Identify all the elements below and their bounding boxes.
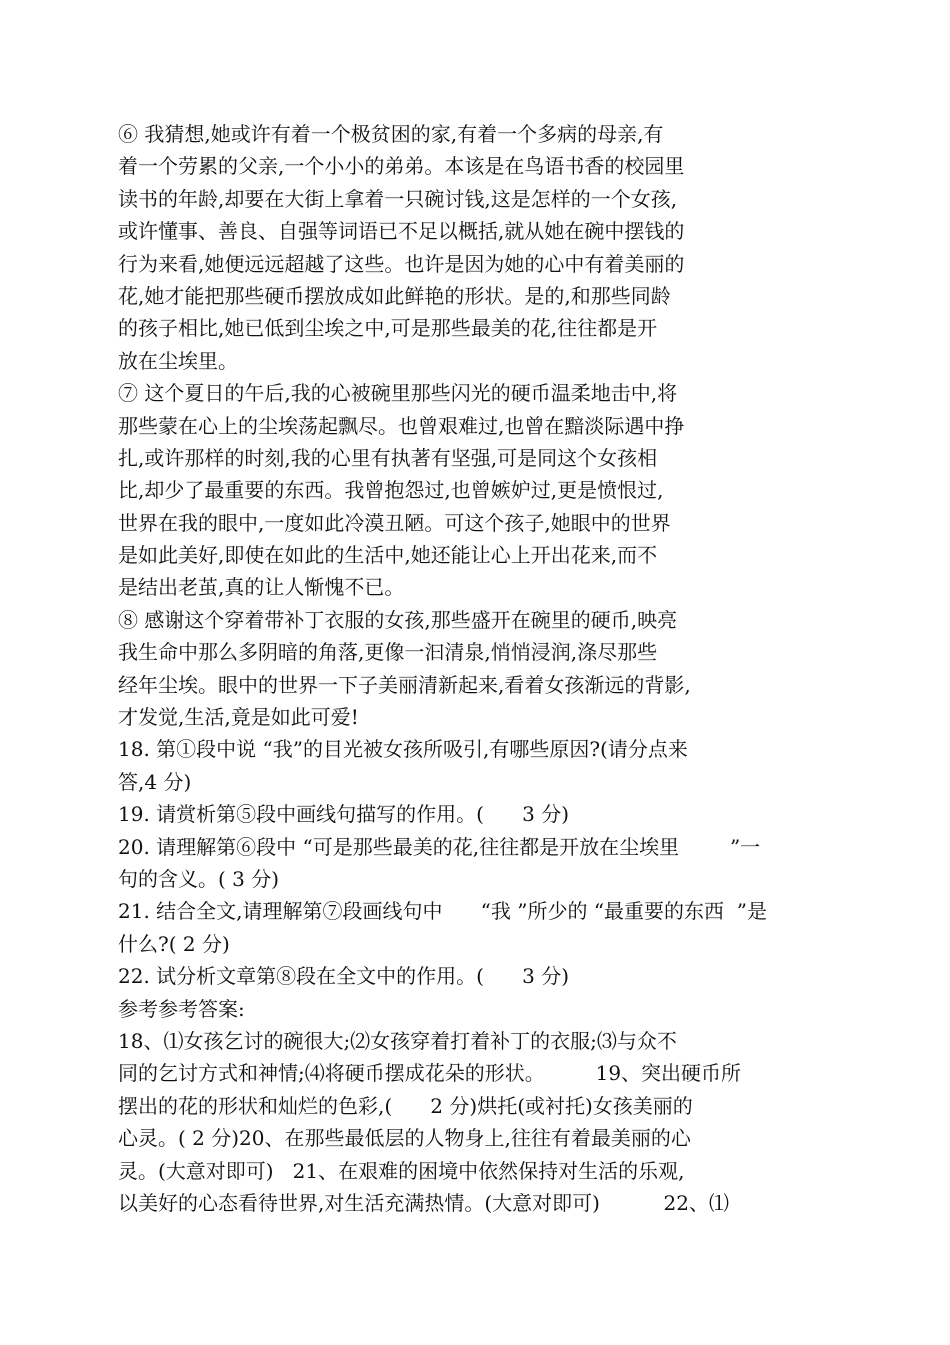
text-line: 着一个劳累的父亲,一个小小的弟弟。本该是在鸟语书香的校园里 [118,154,685,179]
text-line: 花,她才能把那些硬币摆放成如此鲜艳的形状。是的,和那些同龄 [118,283,671,308]
text-line: 或许懂事、善良、自强等词语已不足以概括,就从她在碗中摆钱的 [118,219,685,244]
text-line: ⑥ 我猜想,她或许有着一个极贫困的家,有着一个多病的母亲,有 [118,122,664,146]
text-line: 放在尘埃里。 [118,348,238,373]
text-line: 世界在我的眼中,一度如此冷漠丑陋。可这个孩子,她眼中的世界 [118,510,671,535]
question-line: 18. 第①段中说 “我”的目光被女孩所吸引,有哪些原因?(请分点来 [118,737,688,762]
text-line: 才发觉,生活,竟是如此可爱! [118,705,359,730]
document-page [118,118,818,1219]
text-line: ⑧ 感谢这个穿着带补丁衣服的女孩,那些盛开在碗里的硬币,映亮 [118,607,678,632]
question-line: 答,4 分) [118,769,192,794]
answer-line: 同的乞讨方式和神情;⑷将硬币摆成花朵的形状。 19、突出硬币所 [118,1061,742,1086]
text-line: 的孩子相比,她已低到尘埃之中,可是那些最美的花,往往都是开 [118,316,658,341]
text-line: 比,却少了最重要的东西。我曾抱怨过,也曾嫉妒过,更是愤恨过, [118,478,664,503]
question-line: 20. 请理解第⑥段中 “可是那些最美的花,往往都是开放在尘埃里 ”一 [118,834,761,859]
question-line: 22. 试分析文章第⑧段在全文中的作用。( 3 分) [118,964,569,989]
answer-line: 灵。(大意对即可) 21、在艰难的困境中依然保持对生活的乐观, [118,1158,685,1183]
answer-line: 以美好的心态看待世界,对生活充满热情。(大意对即可) 22、⑴ [118,1190,729,1215]
text-line: 我生命中那么多阴暗的角落,更像一汩清泉,悄悄浸润,涤尽那些 [118,640,658,665]
question-line: 19. 请赏析第⑤段中画线句描写的作用。( 3 分) [118,802,569,827]
answer-heading: 参考参考答案: [118,996,245,1021]
text-line: 经年尘埃。眼中的世界一下子美丽清新起来,看着女孩渐远的背影, [118,672,691,697]
text-line: 读书的年龄,却要在大街上拿着一只碗讨钱,这是怎样的一个女孩, [118,186,678,211]
answer-line: 18、⑴女孩乞讨的碗很大;⑵女孩穿着打着补丁的衣服;⑶与众不 [118,1028,677,1053]
question-line: 句的含义。( 3 分) [118,866,280,891]
answer-line: 摆出的花的形状和灿烂的色彩,( 2 分)烘托(或衬托)女孩美丽的 [118,1093,693,1118]
text-line: 是结出老茧,真的让人惭愧不已。 [118,575,405,600]
text-line: 行为来看,她便远远超越了这些。也许是因为她的心中有着美丽的 [118,251,685,276]
answer-line: 心灵。( 2 分)20、在那些最低层的人物身上,往往有着最美丽的心 [118,1126,691,1151]
question-line: 21. 结合全文,请理解第⑦段画线句中 “我 ”所少的 “最重要的东西 ”是 [118,899,767,924]
text-line: 是如此美好,即使在如此的生活中,她还能让心上开出花来,而不 [118,543,658,568]
text-line: ⑦ 这个夏日的午后,我的心被碗里那些闪光的硬币温柔地击中,将 [118,381,678,406]
question-line: 什么?( 2 分) [118,931,230,956]
text-line: 那些蒙在心上的尘埃荡起飘尽。也曾艰难过,也曾在黯淡际遇中挣 [118,413,685,438]
text-line: 扎,或许那样的时刻,我的心里有执著有坚强,可是同这个女孩相 [118,445,658,470]
